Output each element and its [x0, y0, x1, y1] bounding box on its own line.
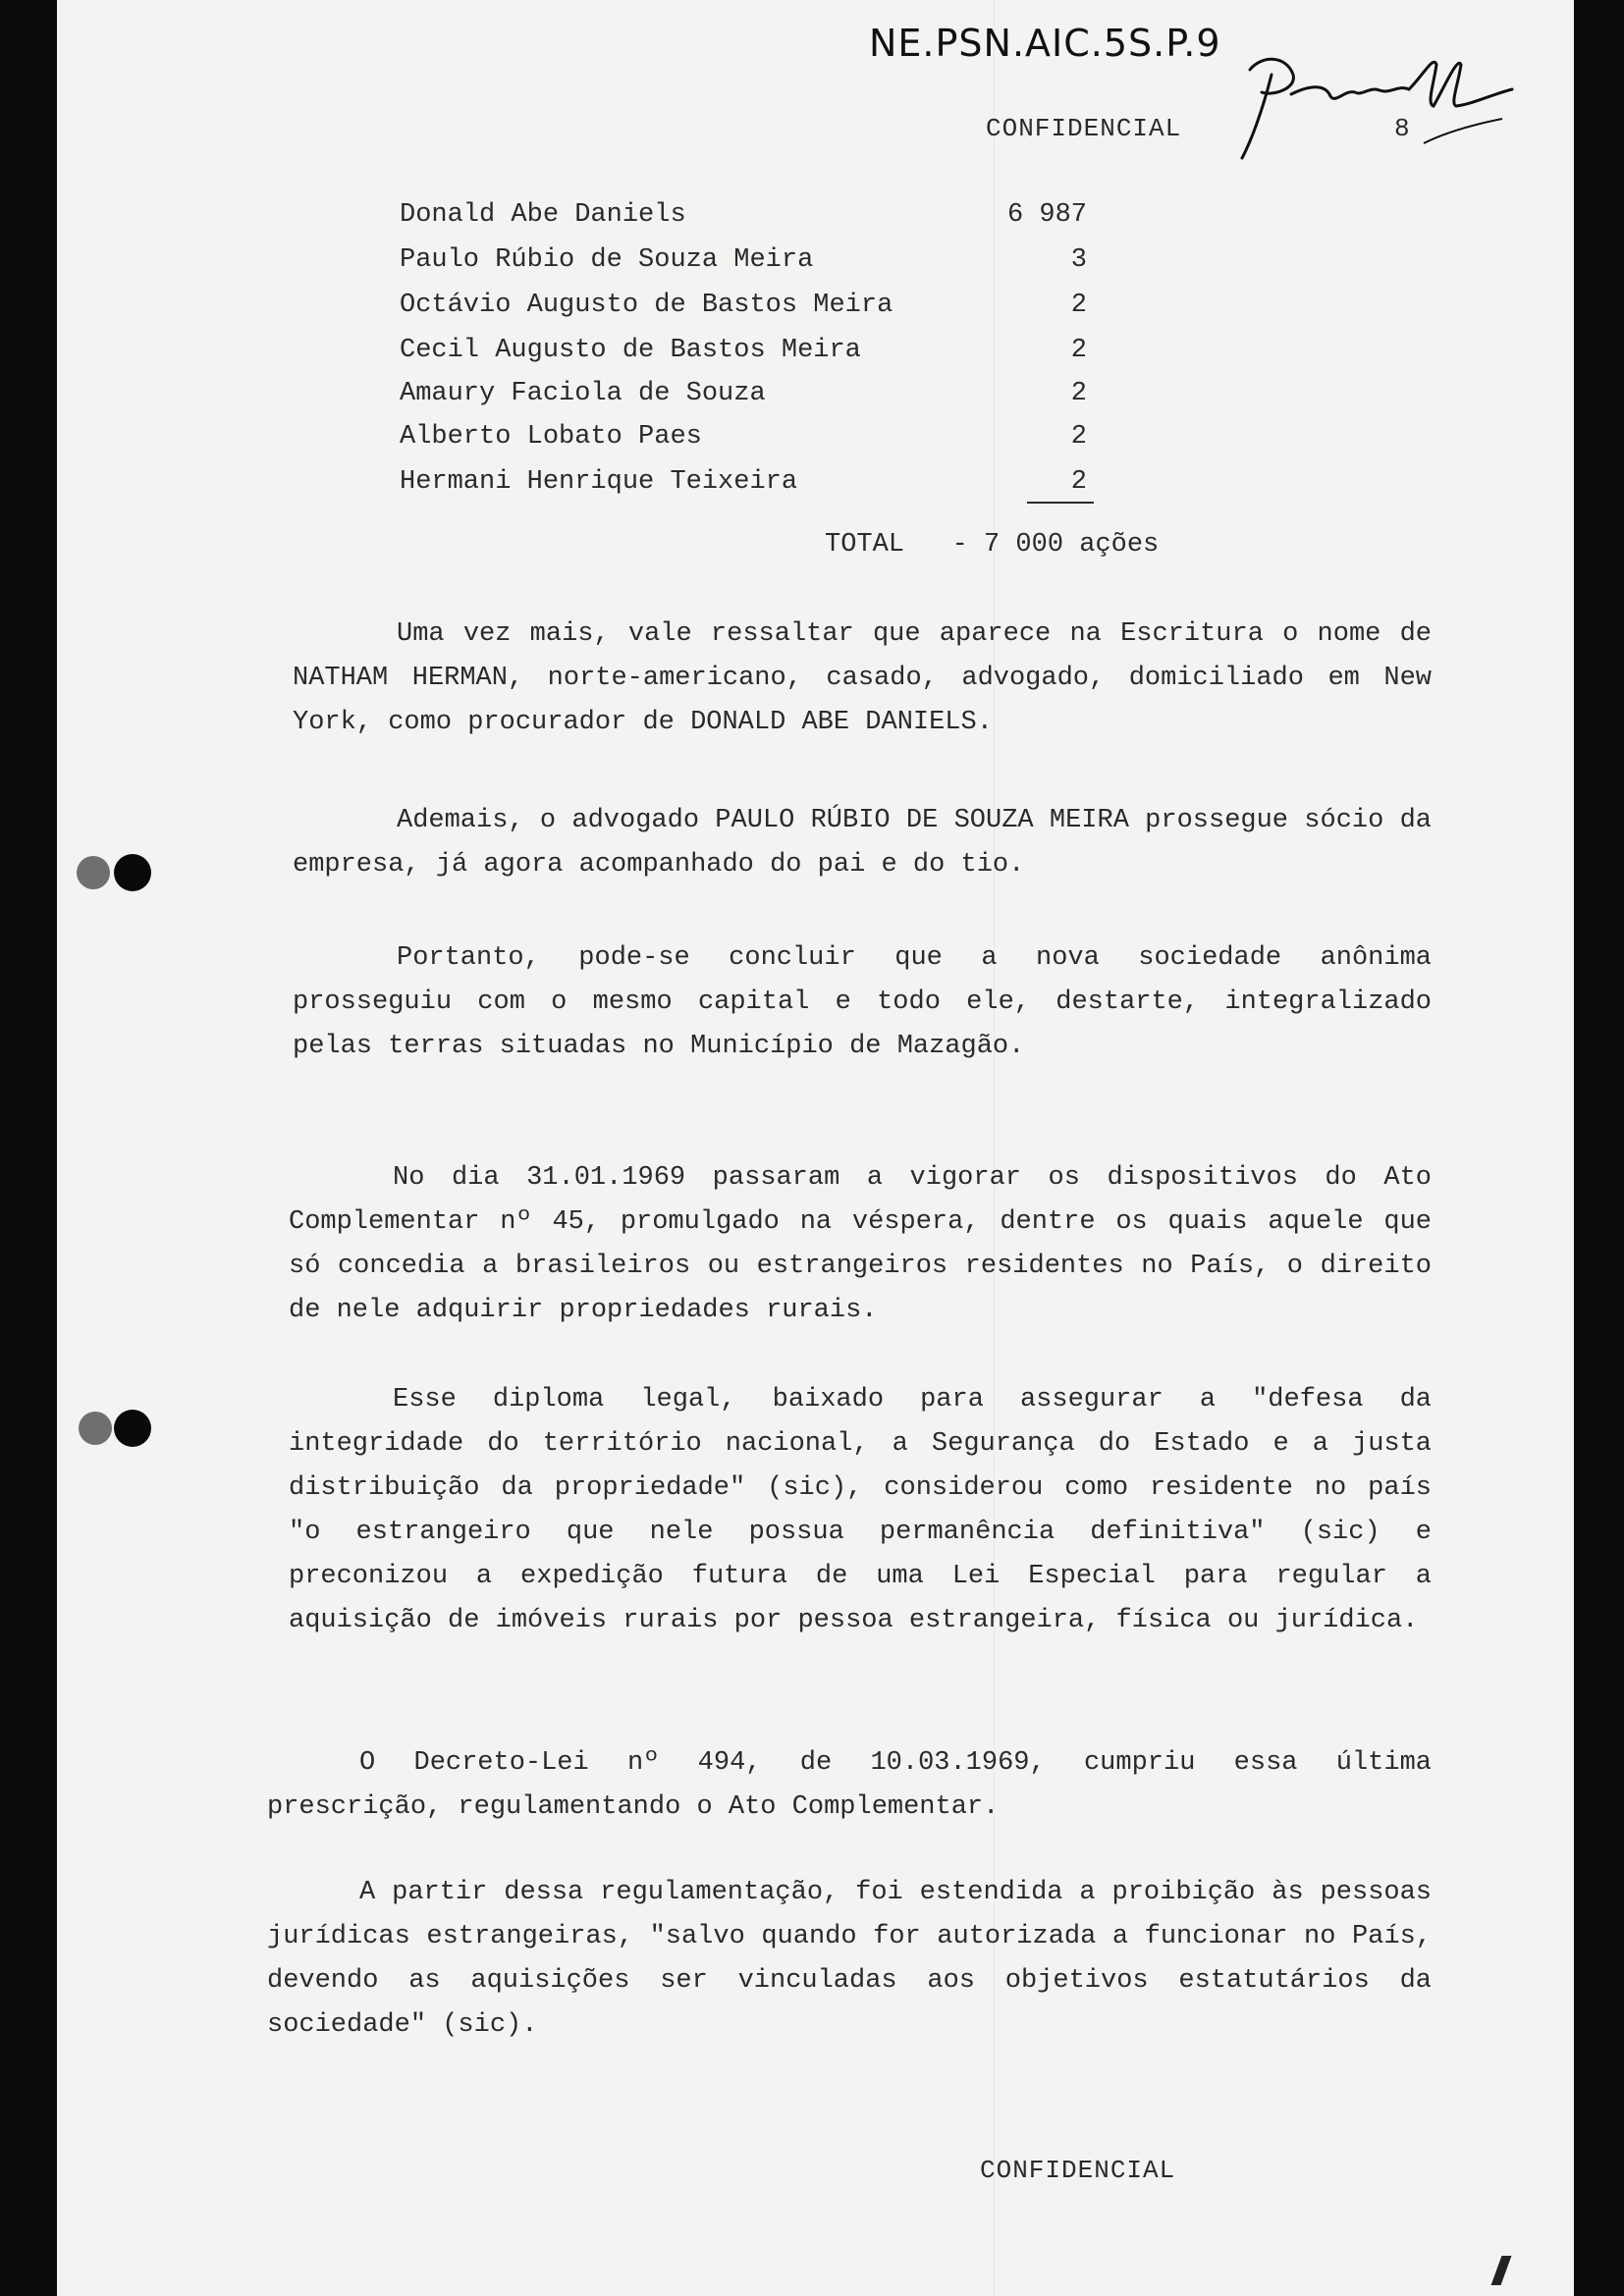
- punch-hole-icon: [77, 856, 110, 889]
- classification-footer: CONFIDENCIAL: [980, 2156, 1176, 2185]
- shareholder-shares: 6 987: [1006, 200, 1087, 230]
- handwritten-signature-icon: [1232, 35, 1527, 163]
- handwritten-reference: NE.PSN.AIC.5S.P.9: [869, 22, 1221, 65]
- shareholder-shares: 2: [1070, 336, 1087, 365]
- sum-underline: [1027, 502, 1094, 504]
- shareholder-name: Octávio Augusto de Bastos Meira: [400, 291, 893, 320]
- shareholder-row: [400, 291, 1087, 330]
- shareholder-name: Alberto Lobato Paes: [400, 422, 702, 452]
- shareholder-shares: 3: [1070, 245, 1087, 275]
- shareholder-row: [400, 379, 1087, 418]
- paragraph: Ademais, o advogado PAULO RÚBIO DE SOUZA MEIRA prossegue sócio da empresa, já agora acompanhado do pai e do tio.: [293, 806, 1432, 880]
- shareholder-name: Cecil Augusto de Bastos Meira: [400, 336, 861, 365]
- classification-header: CONFIDENCIAL: [986, 114, 1182, 143]
- shareholder-row: [400, 245, 1087, 285]
- shareholder-shares: 2: [1070, 379, 1087, 408]
- shares-total: TOTAL - 7 000 ações: [825, 530, 1160, 560]
- shareholder-row: [400, 422, 1087, 461]
- paragraph: Uma vez mais, vale ressaltar que aparece na Escritura o nome de NATHAM HERMAN, norte-americano, casado, advogado, domiciliado em New York, como procurador de DONALD ABE DANIELS.: [293, 619, 1432, 737]
- shareholder-name: Hermani Henrique Teixeira: [400, 467, 798, 497]
- paragraph: No dia 31.01.1969 passaram a vigorar os dispositivos do Ato Complementar nº 45, promulgado na véspera, dentre os quais aquele que só concedia a brasileiros ou estrangeiros residentes no País, o direito de nele adquirir propriedades rurais.: [289, 1163, 1432, 1325]
- shareholder-shares: 2: [1070, 467, 1087, 497]
- shareholder-row: [400, 200, 1087, 240]
- punch-hole-icon: [114, 1410, 151, 1447]
- shareholder-row: [400, 336, 1087, 375]
- shareholder-name: Donald Abe Daniels: [400, 200, 686, 230]
- shareholder-name: Paulo Rúbio de Souza Meira: [400, 245, 814, 275]
- paragraph: Portanto, pode-se concluir que a nova sociedade anônima prosseguiu com o mesmo capital e todo ele, destarte, integralizado pelas terras situadas no Município de Mazagão.: [293, 943, 1432, 1061]
- page-number: 8: [1394, 114, 1410, 143]
- punch-hole-icon: [79, 1412, 112, 1445]
- shareholder-name: Amaury Faciola de Souza: [400, 379, 766, 408]
- shareholder-row: [400, 467, 1087, 507]
- scan-mark: [1491, 2256, 1512, 2285]
- punch-hole-icon: [114, 854, 151, 891]
- paragraph: A partir dessa regulamentação, foi estendida a proibição às pessoas jurídicas estrangeiras, "salvo quando for autorizada a funcionar no País, devendo as aquisições ser vinculadas aos objetivos estatutários da sociedade" (sic).: [267, 1878, 1432, 2040]
- shareholder-shares: 2: [1070, 422, 1087, 452]
- paragraph: O Decreto-Lei nº 494, de 10.03.1969, cumpriu essa última prescrição, regulamentando o Ato Complementar.: [267, 1748, 1432, 1822]
- shareholder-shares: 2: [1070, 291, 1087, 320]
- paragraph: Esse diploma legal, baixado para assegurar a "defesa da integridade do território nacional, a Segurança do Estado e a justa distribuição da propriedade" (sic), considerou como residente no país "o estrangeiro que nele possua permanência definitiva" (sic) e preconizou a expedição futura de uma Lei Especial para regular a aquisição de imóveis rurais por pessoa estrangeira, física ou jurídica.: [289, 1385, 1432, 1635]
